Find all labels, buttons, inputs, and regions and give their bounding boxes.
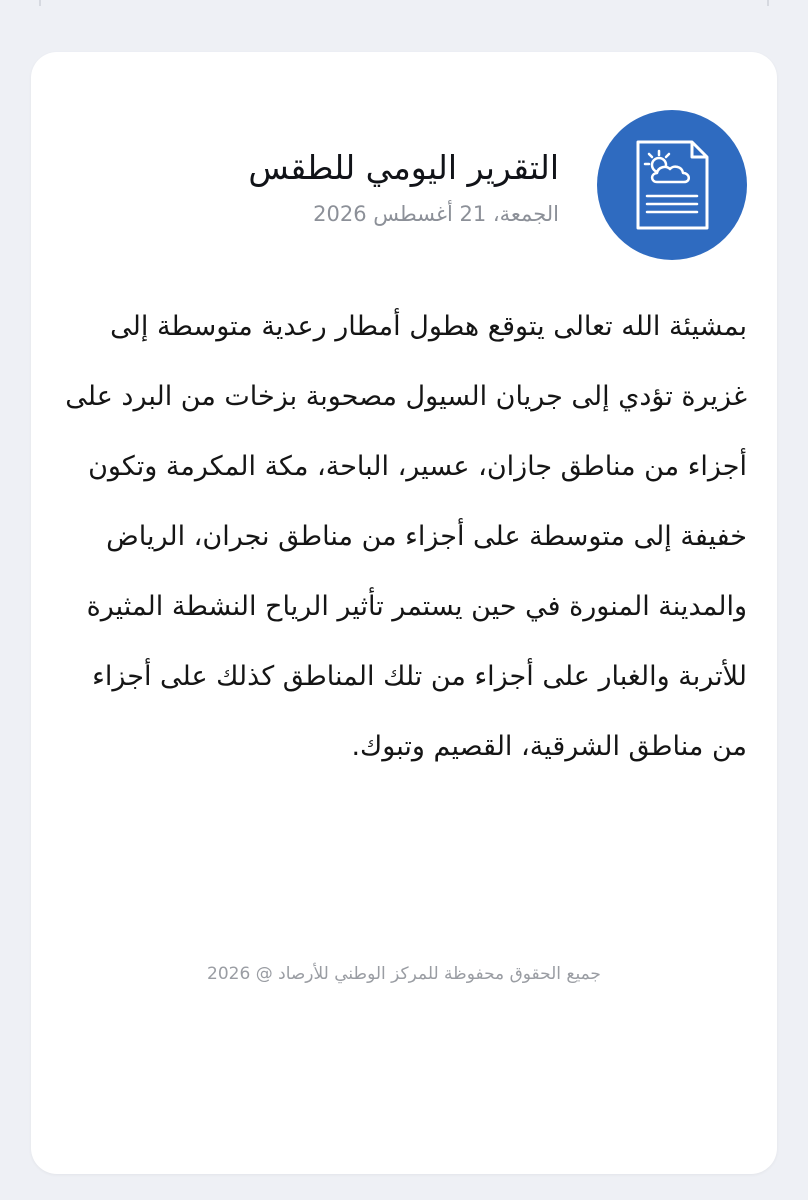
report-date: الجمعة، 21 أغسطس 2026	[313, 202, 559, 226]
report-header	[61, 110, 747, 270]
report-title: التقرير اليومي للطقس	[248, 148, 559, 187]
top-tick	[767, 0, 769, 6]
report-body: بمشيئة الله تعالى يتوقع هطول أمطار رعدية متوسطة إلى غزيرة تؤدي إلى جريان السيول مصحوبة بزخات من البرد على أجزاء من مناطق جازان، عسير، الباحة، مكة المكرمة وتكون خفيفة إلى متوسطة على أجزاء من مناطق نجران، الرياض والمدينة المنورة في حين يستمر تأثير الرياح النشطة المثيرة للأتربة والغبار على أجزاء من تلك المناطق كذلك على أجزاء من مناطق الشرقية، القصيم وتبوك.	[65, 311, 747, 762]
report-icon-badge	[597, 110, 747, 260]
copyright-footer: جميع الحقوق محفوظة للمركز الوطني للأرصاد @ 2026	[207, 964, 601, 984]
weather-report-card	[31, 52, 777, 1174]
title-block	[139, 146, 559, 228]
top-strip	[0, 0, 808, 14]
top-tick	[39, 0, 41, 6]
weather-report-document-icon	[597, 110, 747, 260]
